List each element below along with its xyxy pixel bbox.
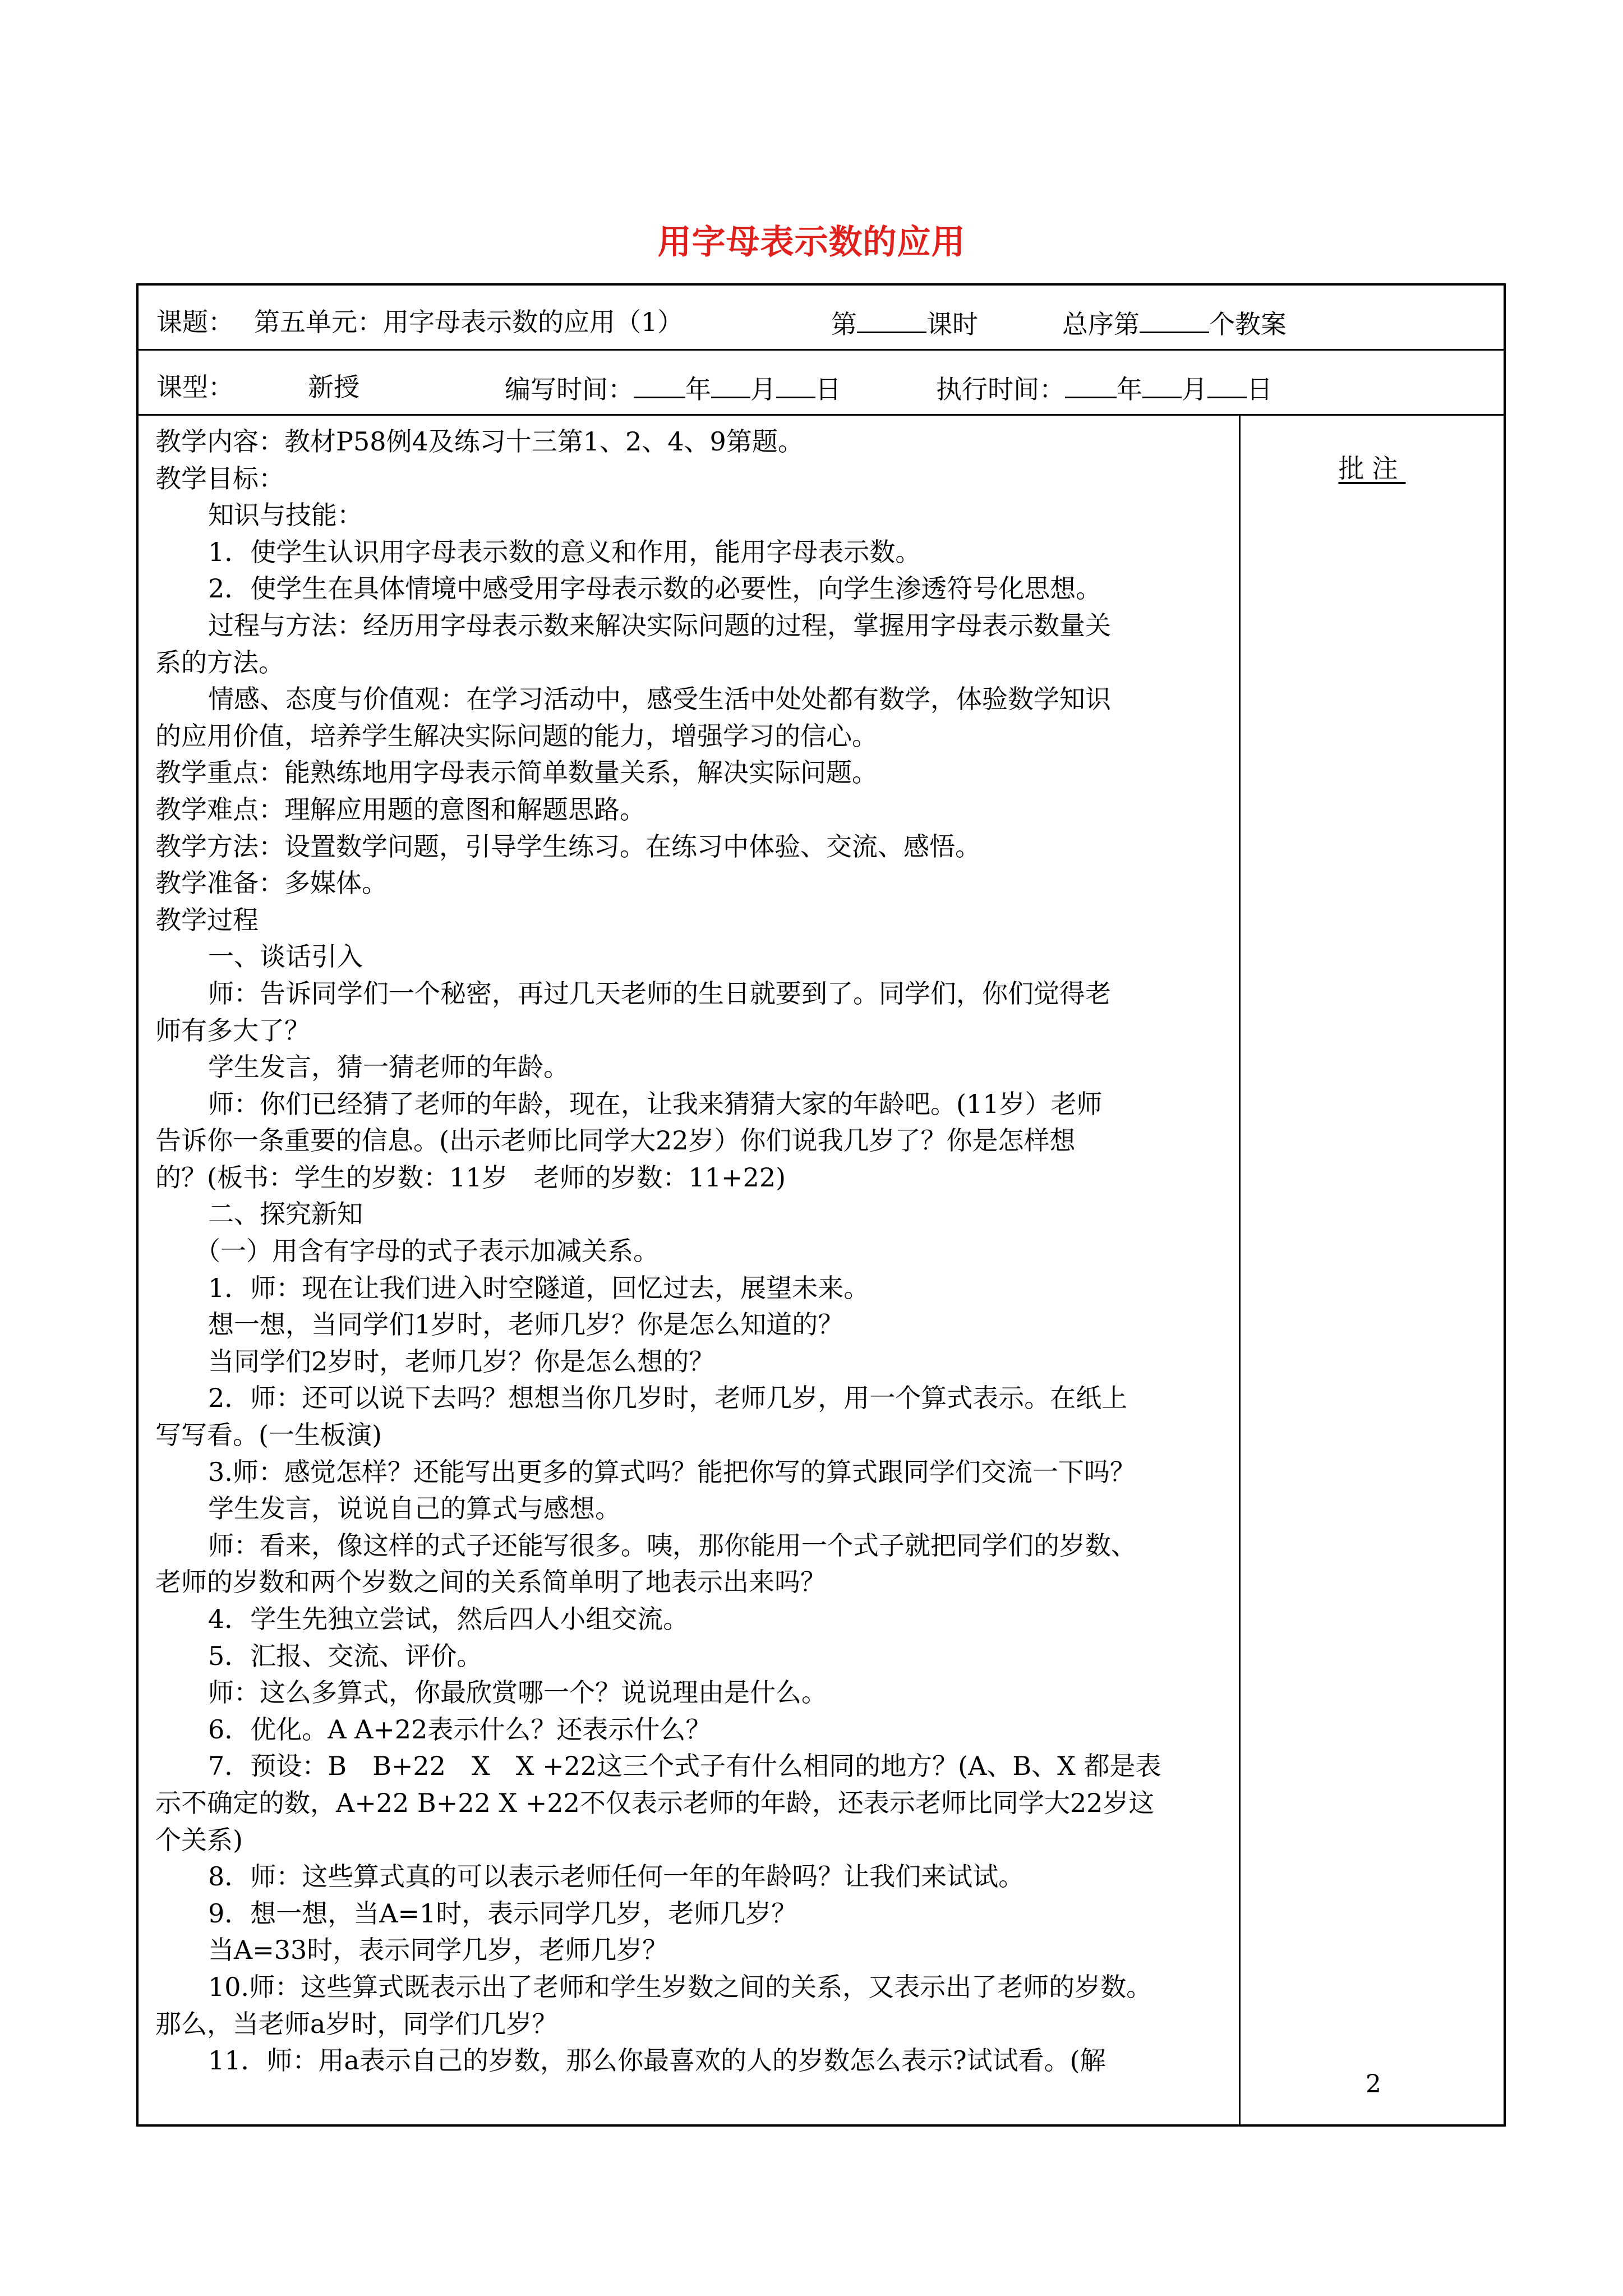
- content-line: 教学过程: [155, 904, 259, 935]
- exec-month-label: 月: [1182, 374, 1207, 404]
- content-line: 7．预设：B B+22 X X +22这三个式子有什么相同的地方？(A、B、X 都是表: [208, 1751, 1161, 1782]
- content-line: 二、探究新知: [208, 1199, 363, 1230]
- write-year-label: 年: [685, 374, 711, 404]
- content-line: 老师的岁数和两个岁数之间的关系简单明了地表示出来吗？: [155, 1567, 826, 1598]
- lesson-content: [155, 424, 1221, 2079]
- write-month-label: 月: [750, 374, 776, 404]
- content-line: 个关系): [155, 1824, 243, 1855]
- content-line: 过程与方法：经历用字母表示数来解决实际问题的过程，掌握用字母表示数量关: [208, 610, 1111, 641]
- page-number: 2: [1366, 2070, 1381, 2099]
- content-line: 教学准备：多媒体。: [155, 868, 388, 899]
- content-line: 师：告诉同学们一个秘密，再过几天老师的生日就要到了。同学们，你们觉得老: [208, 978, 1111, 1009]
- sequence-number-field: [1062, 309, 1287, 337]
- annotation-label: 批注: [1338, 453, 1406, 484]
- content-line: 10.师：这些算式既表示出了老师和学生岁数之间的关系，又表示出了老师的岁数。: [208, 1971, 1152, 2002]
- content-line: 9．想一想，当A=1时，表示同学几岁，老师几岁？: [208, 1898, 797, 1929]
- content-line: 当同学们2岁时，老师几岁？你是怎么想的？: [208, 1346, 715, 1377]
- exec-time-field: [936, 374, 1272, 402]
- exec-time-label: 执行时间：: [936, 374, 1065, 404]
- content-line: 1．使学生认识用字母表示数的意义和作用，能用字母表示数。: [208, 536, 921, 567]
- content-line: 2．使学生在具体情境中感受用字母表示数的必要性，向学生渗透符号化思想。: [208, 573, 1102, 604]
- write-time-label: 编写时间：: [505, 374, 634, 404]
- content-line: 教学目标：: [155, 463, 284, 494]
- lesson-number-field: [831, 309, 978, 337]
- topic-label: 课题：: [156, 307, 234, 337]
- content-line: 告诉你一条重要的信息。(出示老师比同学大22岁）你们说我几岁了？你是怎样想: [155, 1125, 1076, 1156]
- content-line: 6．优化。A A+22表示什么？还表示什么？: [208, 1714, 712, 1745]
- content-line: 教学重点：能熟练地用字母表示简单数量关系，解决实际问题。: [155, 757, 878, 788]
- content-line: 那么，当老师a岁时，同学们几岁？: [155, 2008, 558, 2039]
- topic-row: [139, 286, 1504, 351]
- content-line: 情感、态度与价值观：在学习活动中，感受生活中处处都有数学，体验数学知识: [208, 684, 1111, 715]
- exec-month-blank: [1142, 374, 1182, 398]
- content-line: 一、谈话引入: [208, 941, 363, 972]
- lesson-number-blank: [857, 309, 926, 333]
- exec-day-blank: [1207, 374, 1247, 398]
- content-line: 师：这么多算式，你最欣赏哪一个？说说理由是什么。: [208, 1677, 827, 1708]
- lesson-content-cell: [139, 416, 1241, 2124]
- content-line: 5．汇报、交流、评价。: [208, 1640, 483, 1671]
- type-row: [139, 351, 1504, 416]
- lesson-prefix: 第: [831, 309, 857, 339]
- write-day-blank: [776, 374, 815, 398]
- content-line: 系的方法。: [155, 647, 284, 678]
- content-line: 1．师：现在让我们进入时空隧道，回忆过去，展望未来。: [208, 1272, 870, 1303]
- content-line: 2．师：还可以说下去吗？想想当你几岁时，老师几岁，用一个算式表示。在纸上: [208, 1383, 1128, 1414]
- content-line: 的？(板书：学生的岁数：11岁 老师的岁数：11+22): [155, 1162, 786, 1193]
- content-line: 4．学生先独立尝试，然后四人小组交流。: [208, 1604, 689, 1634]
- seq-prefix: 总序第: [1062, 309, 1140, 339]
- content-line: 示不确定的数，A+22 B+22 X +22不仅表示老师的年龄，还表示老师比同学大22岁这: [155, 1787, 1155, 1818]
- type-label: 课型：: [156, 372, 234, 402]
- document-title: 用字母表示数的应用: [657, 223, 966, 262]
- seq-suffix: 个教案: [1209, 309, 1287, 339]
- type-value: 新授: [308, 372, 359, 402]
- content-line: 师：你们已经猜了老师的年龄，现在，让我来猜猜大家的年龄吧。(11岁）老师: [208, 1088, 1103, 1119]
- content-line: 11．师：用a表示自己的岁数，那么你最喜欢的人的岁数怎么表示?试试看。(解: [208, 2045, 1106, 2076]
- content-line: 3.师：感觉怎样？还能写出更多的算式吗？能把你写的算式跟同学们交流一下吗？: [208, 1456, 1136, 1487]
- annotation-column: [1241, 416, 1504, 2124]
- lesson-suffix: 课时: [926, 309, 978, 339]
- content-line: 当A=33时，表示同学几岁，老师几岁？: [208, 1935, 668, 1966]
- content-line: 学生发言，说说自己的算式与感想。: [208, 1493, 621, 1524]
- content-line: 的应用价值，培养学生解决实际问题的能力，增强学习的信心。: [155, 720, 878, 751]
- content-line: 8．师：这些算式真的可以表示老师任何一年的年龄吗？让我们来试试。: [208, 1861, 1025, 1892]
- content-line: （一）用含有字母的式子表示加减关系。: [195, 1236, 659, 1267]
- exec-year-label: 年: [1117, 374, 1142, 404]
- content-line: 师有多大了？: [155, 1015, 310, 1046]
- write-day-label: 日: [815, 374, 841, 404]
- content-line: 想一想，当同学们1岁时，老师几岁？你是怎么知道的？: [208, 1309, 844, 1340]
- exec-year-blank: [1065, 374, 1117, 398]
- write-year-blank: [634, 374, 685, 398]
- content-line: 教学难点：理解应用题的意图和解题思路。: [155, 794, 645, 825]
- seq-number-blank: [1140, 309, 1209, 333]
- content-line: 写写看。(一生板演): [155, 1420, 382, 1451]
- content-line: 教学方法：设置数学问题，引导学生练习。在练习中体验、交流、感悟。: [155, 831, 981, 862]
- exec-day-label: 日: [1247, 374, 1272, 404]
- write-time-field: [505, 374, 841, 402]
- content-line: 教学内容：教材P58例4及练习十三第1、2、4、9第题。: [155, 426, 804, 457]
- topic-value: 第五单元：用字母表示数的应用（1）: [254, 307, 684, 337]
- write-month-blank: [711, 374, 750, 398]
- content-line: 学生发言，猜一猜老师的年龄。: [208, 1052, 569, 1083]
- content-line: 知识与技能：: [208, 500, 363, 531]
- lesson-plan-table: [136, 283, 1506, 2127]
- content-line: 师：看来，像这样的式子还能写很多。咦，那你能用一个式子就把同学们的岁数、: [208, 1530, 1137, 1561]
